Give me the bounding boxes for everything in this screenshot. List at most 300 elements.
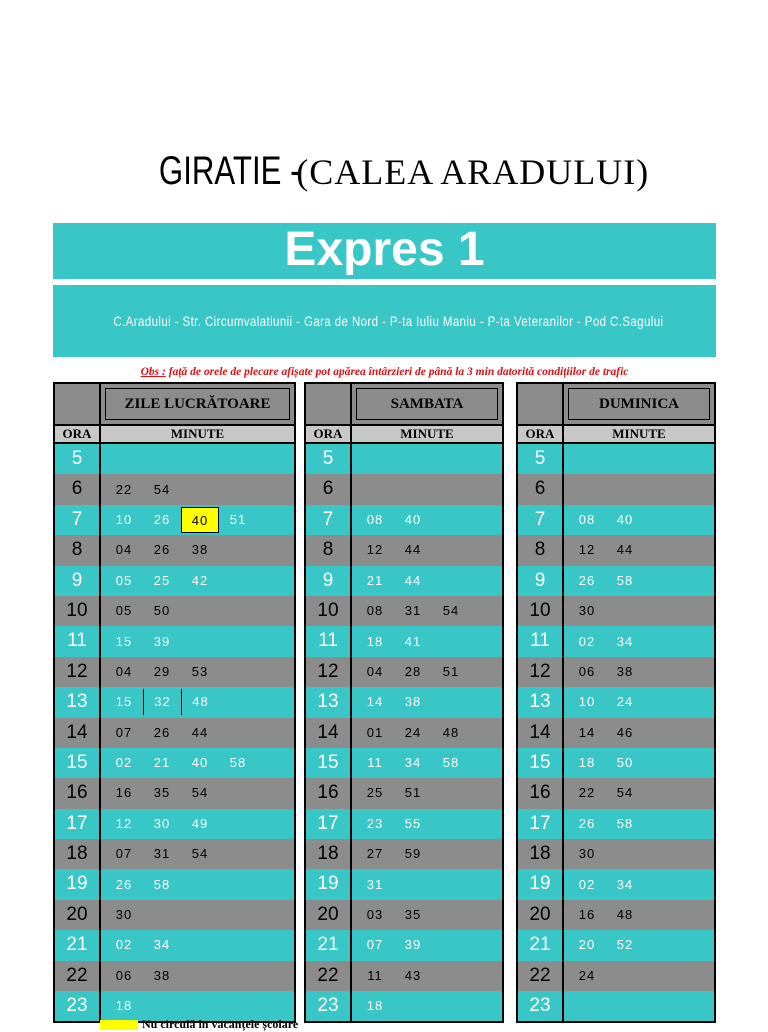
departure-minute: 03 [366, 907, 384, 923]
minutes-cell [564, 444, 714, 474]
timetable-row [306, 687, 502, 717]
minutes-cell [564, 626, 714, 656]
departure-minute: 05 [115, 603, 133, 619]
departure-minute: 58 [442, 755, 460, 771]
timetable-row [306, 596, 502, 626]
departure-minute: 26 [153, 511, 171, 527]
minutes-cell [101, 900, 294, 930]
timetable-row [518, 991, 714, 1021]
timetable-row [518, 869, 714, 899]
minutes-cell [101, 839, 294, 869]
hour-cell: 18 [55, 839, 101, 869]
timetable-row [518, 535, 714, 565]
departure-minute: 38 [616, 663, 634, 679]
timetable-row [306, 839, 502, 869]
obs-note [53, 366, 716, 378]
minutes-cell [101, 869, 294, 899]
timetable-row [518, 900, 714, 930]
departure-minute: 18 [366, 633, 384, 649]
departure-minute: 07 [115, 846, 133, 862]
hour-column-label: ORA [55, 426, 101, 442]
departure-minute: 14 [366, 694, 384, 710]
hour-column-label: ORA [306, 426, 352, 442]
timetable-row [55, 718, 294, 748]
minutes-cell [352, 474, 502, 504]
panel-subheader [55, 426, 294, 444]
panel-subheader [518, 426, 714, 444]
departure-minute: 15 [115, 633, 133, 649]
departure-minute: 58 [616, 572, 634, 588]
departure-minute: 14 [578, 724, 596, 740]
departure-minute: 31 [153, 846, 171, 862]
departure-minute: 22 [115, 481, 133, 497]
hour-cell: 19 [306, 869, 352, 899]
departure-minute: 18 [366, 998, 384, 1014]
departure-minute: 58 [153, 876, 171, 892]
minutes-cell [564, 930, 714, 960]
hour-cell: 23 [55, 991, 101, 1021]
minutes-cell [101, 930, 294, 960]
departure-minute: 12 [578, 542, 596, 558]
hour-cell: 7 [518, 505, 564, 535]
legend-swatch [100, 1020, 138, 1030]
minutes-cell [101, 657, 294, 687]
departure-minute: 22 [578, 785, 596, 801]
departure-minute: 42 [191, 572, 209, 588]
departure-minute: 31 [366, 876, 384, 892]
departure-minute: 54 [153, 481, 171, 497]
hour-cell: 8 [55, 535, 101, 565]
hour-cell: 5 [306, 444, 352, 474]
hour-cell: 23 [518, 991, 564, 1021]
route-text: C.Aradului - Str. Circumvalatiunii - Gara de Nord - P-ta Iuliu Maniu - P-ta Veteranilor - Pod C.Sagului [113, 313, 664, 329]
hour-cell: 12 [518, 657, 564, 687]
minutes-cell [564, 535, 714, 565]
hour-cell: 10 [55, 596, 101, 626]
header-corner [306, 384, 352, 424]
hour-cell: 22 [518, 961, 564, 991]
hour-cell: 13 [518, 687, 564, 717]
timetable-row [55, 626, 294, 656]
hour-cell: 21 [518, 930, 564, 960]
minutes-cell [564, 778, 714, 808]
legend [100, 1017, 298, 1031]
hour-cell: 21 [55, 930, 101, 960]
hour-cell: 17 [518, 809, 564, 839]
departure-minute: 34 [616, 876, 634, 892]
departure-minute: 34 [404, 755, 422, 771]
hour-cell: 21 [306, 930, 352, 960]
minutes-cell [352, 626, 502, 656]
departure-minute-highlighted: 40 [181, 507, 219, 533]
departure-minute: 44 [616, 542, 634, 558]
minutes-cell [352, 444, 502, 474]
panel-subheader [306, 426, 502, 444]
departure-minute: 18 [578, 755, 596, 771]
header-corner [518, 384, 564, 424]
hour-cell: 6 [518, 474, 564, 504]
minutes-cell [101, 778, 294, 808]
departure-minute: 53 [191, 663, 209, 679]
departure-minute: 30 [115, 907, 133, 923]
minutes-cell [352, 961, 502, 991]
schedule-rows [306, 444, 502, 1021]
departure-minute: 08 [366, 603, 384, 619]
timetable-row [306, 748, 502, 778]
hour-cell: 6 [306, 474, 352, 504]
minutes-cell [564, 869, 714, 899]
hour-column-label: ORA [518, 426, 564, 442]
departure-minute: 52 [616, 937, 634, 953]
hour-cell: 15 [518, 748, 564, 778]
timetable-row [518, 748, 714, 778]
departure-minute: 32 [143, 689, 181, 715]
minutes-cell [564, 687, 714, 717]
timetable-row [55, 900, 294, 930]
timetable-row [55, 535, 294, 565]
departure-minute: 26 [153, 542, 171, 558]
hour-cell: 7 [306, 505, 352, 535]
timetable-row [518, 718, 714, 748]
departure-minute: 24 [616, 694, 634, 710]
route-banner [53, 285, 716, 357]
departure-minute: 11 [367, 755, 383, 771]
hour-cell: 15 [306, 748, 352, 778]
hour-cell: 14 [306, 718, 352, 748]
hour-cell: 11 [306, 626, 352, 656]
minute-column-label: MINUTE [564, 426, 714, 442]
hour-cell: 19 [55, 869, 101, 899]
hour-cell: 22 [55, 961, 101, 991]
minutes-cell [101, 566, 294, 596]
minutes-cell [564, 991, 714, 1021]
minutes-cell [564, 748, 714, 778]
departure-minute: 23 [366, 815, 384, 831]
hour-cell: 5 [55, 444, 101, 474]
minutes-cell [352, 535, 502, 565]
timetable-row [306, 505, 502, 535]
schedule-panel-saturday [304, 382, 504, 1023]
timetable-row [55, 839, 294, 869]
departure-minute: 50 [153, 603, 171, 619]
timetable-row [306, 626, 502, 656]
departure-minute: 31 [404, 603, 422, 619]
minutes-cell [564, 900, 714, 930]
departure-minute: 34 [153, 937, 171, 953]
hour-cell: 9 [306, 566, 352, 596]
timetable-row [55, 778, 294, 808]
departure-minute: 04 [115, 542, 133, 558]
minutes-cell [101, 687, 294, 717]
minutes-cell [564, 505, 714, 535]
hour-cell: 8 [518, 535, 564, 565]
timetable-row [518, 474, 714, 504]
hour-cell: 9 [55, 566, 101, 596]
departure-minute: 26 [153, 724, 171, 740]
minutes-cell [564, 657, 714, 687]
timetable-row [306, 809, 502, 839]
day-title: SAMBATA [356, 388, 498, 420]
timetable-row [306, 718, 502, 748]
timetable-row [518, 839, 714, 869]
hour-cell: 23 [306, 991, 352, 1021]
departure-minute: 48 [181, 689, 219, 715]
minutes-cell [352, 778, 502, 808]
minutes-cell [101, 718, 294, 748]
departure-minute: 25 [366, 785, 384, 801]
departure-minute: 01 [366, 724, 384, 740]
departure-minute: 28 [404, 663, 422, 679]
departure-minute: 40 [191, 755, 209, 771]
hour-cell: 16 [306, 778, 352, 808]
timetable-row [55, 930, 294, 960]
minutes-cell [352, 687, 502, 717]
departure-minute: 02 [578, 633, 596, 649]
timetable-row [306, 930, 502, 960]
obs-text: față de orele de plecare afișate pot apărea întârzieri de până la 3 min datorită condițiilor de trafic [165, 366, 629, 378]
hour-cell: 18 [518, 839, 564, 869]
timetable-row [306, 474, 502, 504]
minutes-cell [101, 505, 294, 535]
departure-minute: 54 [191, 785, 209, 801]
minutes-cell [352, 718, 502, 748]
timetable-row [518, 930, 714, 960]
departure-minute: 48 [442, 724, 460, 740]
timetable-row [55, 505, 294, 535]
departure-minute: 51 [442, 663, 460, 679]
schedule-rows [55, 444, 294, 1021]
departure-minute: 25 [153, 572, 171, 588]
minutes-cell [101, 626, 294, 656]
departure-minute: 59 [404, 846, 422, 862]
departure-minute: 55 [404, 815, 422, 831]
schedule-panel-sunday [516, 382, 716, 1023]
departure-minute: 08 [366, 511, 384, 527]
timetable-row [55, 596, 294, 626]
minutes-cell [101, 961, 294, 991]
departure-minute: 44 [191, 724, 209, 740]
hour-cell: 14 [55, 718, 101, 748]
hour-cell: 14 [518, 718, 564, 748]
minutes-cell [564, 474, 714, 504]
departure-minute: 24 [404, 724, 422, 740]
title-main: GIRATIE - [158, 149, 301, 193]
departure-minute: 30 [153, 815, 171, 831]
departure-minute: 54 [191, 846, 209, 862]
hour-cell: 6 [55, 474, 101, 504]
minutes-cell [352, 505, 502, 535]
timetable-row [306, 900, 502, 930]
departure-minute: 39 [404, 937, 422, 953]
hour-cell: 20 [306, 900, 352, 930]
timetable-row [518, 961, 714, 991]
departure-minute: 43 [404, 967, 422, 983]
departure-minute: 44 [404, 572, 422, 588]
panel-header [518, 384, 714, 426]
hour-cell: 7 [55, 505, 101, 535]
departure-minute: 16 [115, 785, 133, 801]
minutes-cell [101, 535, 294, 565]
hour-cell: 20 [518, 900, 564, 930]
minutes-cell [352, 839, 502, 869]
departure-minute: 12 [366, 542, 384, 558]
hour-cell: 18 [306, 839, 352, 869]
hour-cell: 8 [306, 535, 352, 565]
departure-minute: 40 [404, 511, 422, 527]
timetable-row [55, 809, 294, 839]
header-corner [55, 384, 101, 424]
obs-label: Obs : [140, 366, 166, 378]
departure-minute: 02 [578, 876, 596, 892]
line-name-banner: Expres 1 [53, 223, 716, 279]
minutes-cell [101, 596, 294, 626]
minutes-cell [564, 839, 714, 869]
minutes-cell [352, 566, 502, 596]
departure-minute: 38 [153, 967, 171, 983]
departure-minute: 20 [578, 937, 596, 953]
timetable-row [306, 869, 502, 899]
departure-minute: 49 [191, 815, 209, 831]
hour-cell: 13 [306, 687, 352, 717]
departure-minute: 58 [229, 755, 247, 771]
timetable-row [518, 657, 714, 687]
schedule-panel-weekdays [53, 382, 296, 1023]
panel-header [55, 384, 294, 426]
departure-minute: 06 [115, 967, 133, 983]
minutes-cell [564, 718, 714, 748]
minutes-cell [352, 869, 502, 899]
departure-minute: 04 [115, 663, 133, 679]
departure-minute: 02 [115, 937, 133, 953]
departure-minute: 40 [616, 511, 634, 527]
timetable-row [306, 535, 502, 565]
schedule-rows [518, 444, 714, 1021]
departure-minute: 05 [115, 572, 133, 588]
hour-cell: 22 [306, 961, 352, 991]
timetable-row [55, 869, 294, 899]
minutes-cell [352, 930, 502, 960]
minutes-cell [352, 900, 502, 930]
departure-minute: 39 [153, 633, 171, 649]
hour-cell: 12 [55, 657, 101, 687]
timetable-row [518, 444, 714, 474]
departure-minute: 51 [404, 785, 422, 801]
departure-minute: 10 [578, 694, 596, 710]
minutes-cell [101, 474, 294, 504]
day-title: DUMINICA [568, 388, 710, 420]
departure-minute: 48 [616, 907, 634, 923]
departure-minute: 41 [404, 633, 422, 649]
timetable-row [306, 657, 502, 687]
departure-minute: 02 [115, 755, 133, 771]
hour-cell: 11 [55, 626, 101, 656]
minutes-cell [101, 748, 294, 778]
timetable-row [518, 809, 714, 839]
minutes-cell [352, 596, 502, 626]
departure-minute: 51 [229, 511, 247, 527]
timetable-row [55, 748, 294, 778]
departure-minute: 54 [616, 785, 634, 801]
hour-cell: 13 [55, 687, 101, 717]
departure-minute: 30 [578, 846, 596, 862]
minutes-cell [564, 809, 714, 839]
departure-minute: 58 [616, 815, 634, 831]
timetable-row [55, 687, 294, 717]
departure-minute: 38 [191, 542, 209, 558]
timetable-row [55, 444, 294, 474]
timetable-row [518, 687, 714, 717]
departure-minute: 27 [366, 846, 384, 862]
timetable-row [55, 474, 294, 504]
minutes-cell [352, 809, 502, 839]
minute-column-label: MINUTE [101, 426, 294, 442]
hour-cell: 10 [518, 596, 564, 626]
panel-header [306, 384, 502, 426]
departure-minute: 07 [115, 724, 133, 740]
departure-minute: 24 [578, 967, 596, 983]
timetable-row [518, 626, 714, 656]
minutes-cell [564, 596, 714, 626]
hour-cell: 15 [55, 748, 101, 778]
timetable-row [55, 961, 294, 991]
hour-cell: 12 [306, 657, 352, 687]
hour-cell: 5 [518, 444, 564, 474]
timetable-row [518, 505, 714, 535]
day-title: ZILE LUCRĂTOARE [105, 388, 290, 420]
departure-minute: 21 [366, 572, 384, 588]
minutes-cell [564, 566, 714, 596]
legend-text: Nu circulă în vacanțele școlare [142, 1017, 299, 1031]
departure-minute: 11 [367, 967, 383, 983]
departure-minute: 34 [616, 633, 634, 649]
hour-cell: 17 [55, 809, 101, 839]
departure-minute: 18 [115, 998, 133, 1014]
timetable-row [306, 444, 502, 474]
timetable-row [306, 566, 502, 596]
departure-minute: 26 [578, 815, 596, 831]
departure-minute: 26 [578, 572, 596, 588]
departure-minute: 08 [578, 511, 596, 527]
timetable-row [306, 778, 502, 808]
departure-minute: 07 [366, 937, 384, 953]
minutes-cell [101, 444, 294, 474]
departure-minute: 54 [442, 603, 460, 619]
departure-minute: 46 [616, 724, 634, 740]
hour-cell: 19 [518, 869, 564, 899]
timetable-row [518, 778, 714, 808]
hour-cell: 16 [55, 778, 101, 808]
departure-minute: 04 [366, 663, 384, 679]
minutes-cell [352, 991, 502, 1021]
departure-minute: 15 [115, 694, 133, 710]
departure-minute: 29 [153, 663, 171, 679]
timetable-row [306, 991, 502, 1021]
departure-minute: 38 [404, 694, 422, 710]
timetable-row [518, 596, 714, 626]
minutes-cell [564, 961, 714, 991]
hour-cell: 17 [306, 809, 352, 839]
minutes-cell [352, 657, 502, 687]
page-title [0, 145, 768, 206]
departure-minute: 35 [153, 785, 171, 801]
departure-minute: 21 [153, 755, 171, 771]
title-sub: (CALEA ARADULUI) [296, 152, 650, 192]
departure-minute: 44 [404, 542, 422, 558]
timetable-row [55, 566, 294, 596]
departure-minute: 06 [578, 663, 596, 679]
hour-cell: 10 [306, 596, 352, 626]
departure-minute: 10 [115, 511, 133, 527]
